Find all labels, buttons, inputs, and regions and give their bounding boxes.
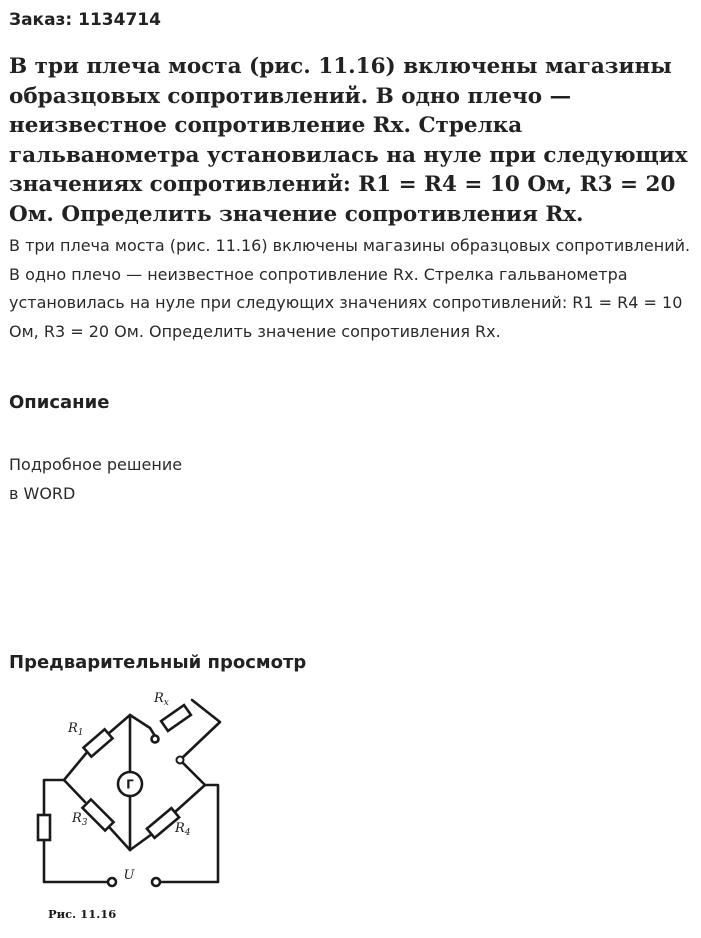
rx-wire-a xyxy=(130,715,155,736)
open-node-rx xyxy=(152,736,159,743)
task-title: В три плеча моста (рис. 11.16) включены магазины образцовых сопротивлений. В одно плечо — неизвестное сопротивление Rx. Стрелка гальванометра установилась на нуле при следующих значениях сопротивлений: R1 = R4 = 10 Ом, R3 = 20 Ом. Определить значение сопротивления Rx. xyxy=(9,54,688,227)
terminal-left xyxy=(108,878,116,886)
r1-resistor xyxy=(83,729,112,756)
rx-label: $R_x$ xyxy=(154,691,169,708)
detail-line-1: Подробное решение xyxy=(9,455,183,474)
preview-heading: Предварительный просмотр xyxy=(9,652,307,673)
task-description: В три плеча моста (рис. 11.16) включены магазины образцовых сопротивлений. В одно плечо — неизвестное сопротивление Rx. Стрелка гальванометра установилась на нуле при следующих значениях сопротивлений: R1 = R4 = 10 Ом, R3 = 20 Ом. Определить значение сопротивления Rx. xyxy=(9,236,691,341)
r1-wire-a xyxy=(108,715,130,734)
open-node-right xyxy=(177,757,184,764)
terminal-right xyxy=(152,878,160,886)
rx-resistor xyxy=(161,705,191,731)
voltage-label: U xyxy=(123,868,135,883)
bridge-circuit-figure xyxy=(30,690,240,930)
left-resistor xyxy=(38,815,50,840)
r4-wire-a xyxy=(175,785,205,812)
left-supply-wire xyxy=(44,780,64,815)
r4-label: $R_4$ xyxy=(175,821,191,838)
bridge-circuit-diagram xyxy=(30,690,240,930)
description-heading: Описание xyxy=(9,392,110,413)
r4-wire-b xyxy=(130,834,152,850)
galvanometer-label: Г xyxy=(126,777,134,792)
r1-label: $R_1$ xyxy=(68,721,84,738)
r3-label: $R_3$ xyxy=(72,811,88,828)
r1-wire-b xyxy=(64,751,88,780)
left-supply-wire-2 xyxy=(44,840,108,882)
figure-caption: Рис. 11.16 xyxy=(48,907,117,921)
r3-wire-b xyxy=(110,828,130,850)
r3-wire-a xyxy=(64,780,85,802)
detail-line-2: в WORD xyxy=(9,484,76,503)
order-number: Заказ: 1134714 xyxy=(9,10,161,30)
